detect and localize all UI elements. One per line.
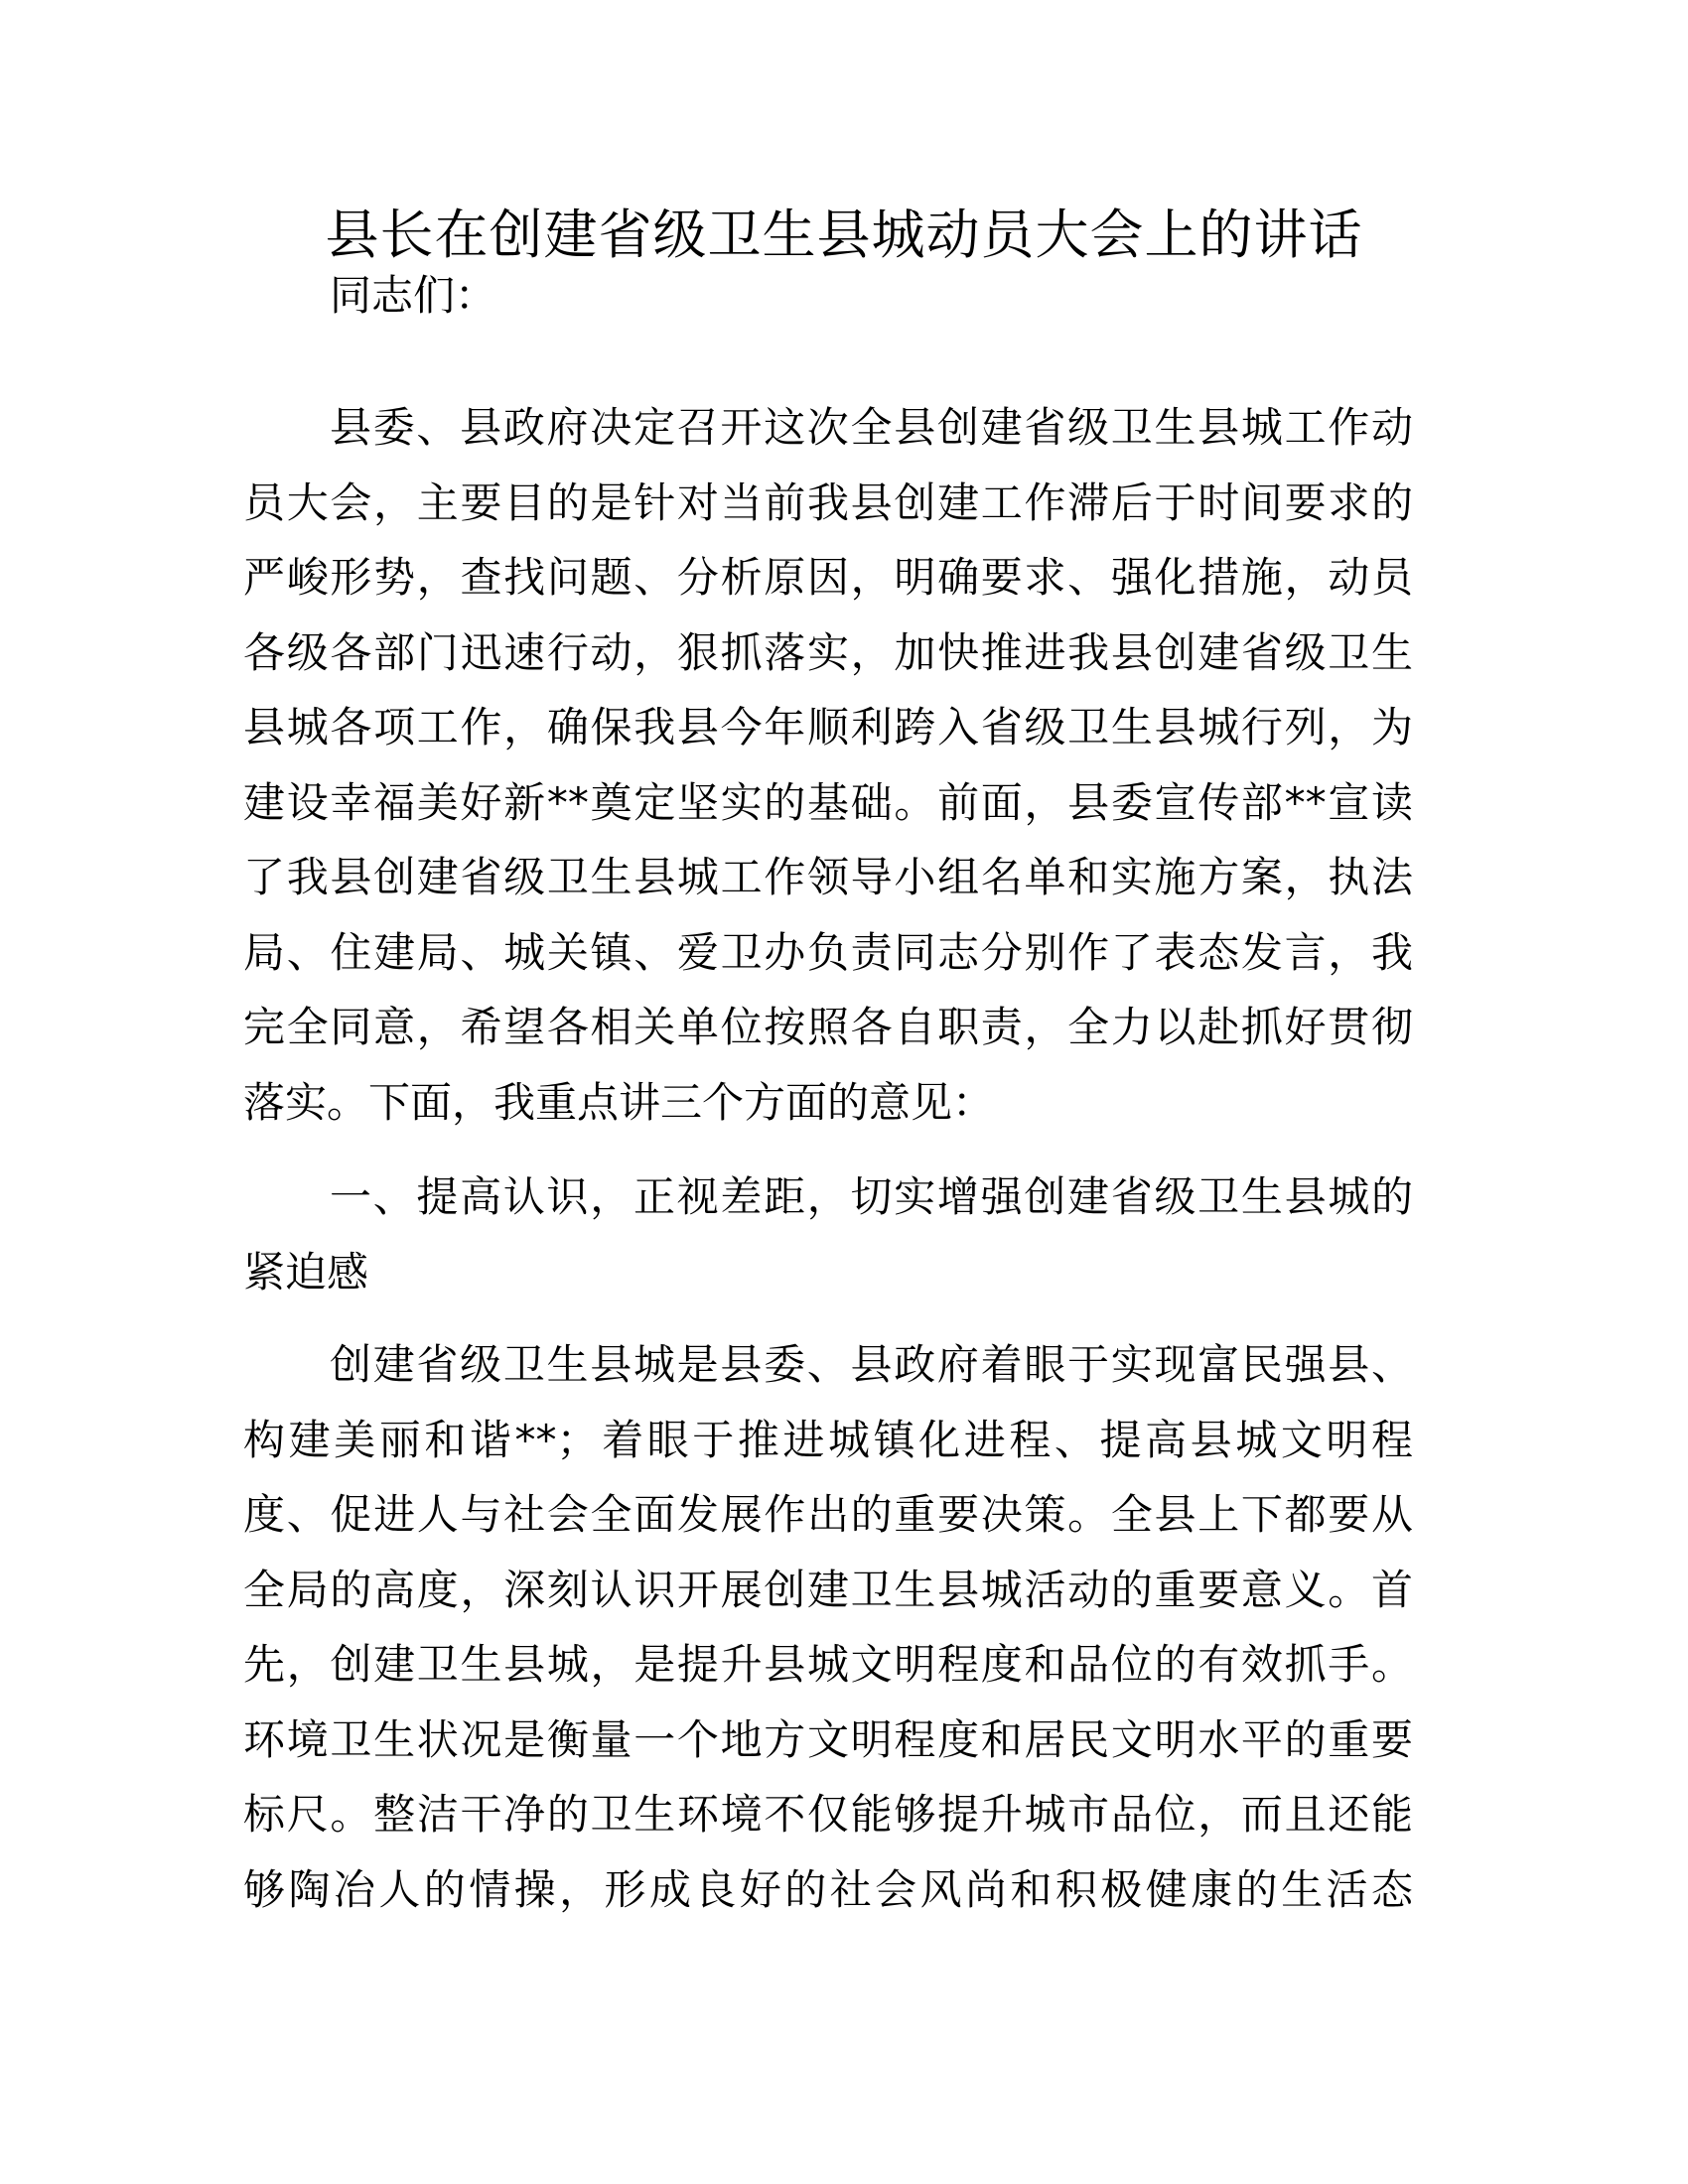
salutation-block xyxy=(243,258,1413,334)
text-line: 各级各部门迅速行动，狠抓落实，加快推进我县创建省级卫生 xyxy=(243,627,1413,677)
section-heading-1 xyxy=(243,1160,1413,1309)
text-line: 落实。下面，我重点讲三个方面的意见： xyxy=(243,1077,995,1127)
text-line: 构建美丽和谐**；着眼于推进城镇化进程、提高县城文明程 xyxy=(243,1415,1413,1464)
text-line: 员大会，主要目的是针对当前我县创建工作滞后于时间要求的 xyxy=(243,478,1413,527)
text-line: 完全同意，希望各相关单位按照各自职责，全力以赴抓好贯彻 xyxy=(243,1003,1413,1051)
text-line: 度、促进人与社会全面发展作出的重要决策。全县上下都要从 xyxy=(243,1490,1413,1539)
text-line: 县委、县政府决定召开这次全县创建省级卫生县城工作动 xyxy=(330,403,1413,452)
text-line: 了我县创建省级卫生县城工作领导小组名单和实施方案，执法 xyxy=(243,853,1413,901)
text-line: 够陶冶人的情操，形成良好的社会风尚和积极健康的生活态 xyxy=(243,1864,1413,1914)
text-line: 县城各项工作，确保我县今年顺利跨入省级卫生县城行列，为 xyxy=(243,703,1413,751)
text-line: 严峻形势，查找问题、分析原因，明确要求、强化措施，动员 xyxy=(243,553,1413,602)
text-line: 局、住建局、城关镇、爱卫办负责同志分别作了表态发言，我 xyxy=(243,927,1413,977)
text-line: 创建省级卫生县城是县委、县政府着眼于实现富民强县、 xyxy=(330,1340,1413,1389)
document-title: 县长在创建省级卫生县城动员大会上的讲话 xyxy=(325,204,1363,266)
paragraph-2 xyxy=(243,1327,1413,1927)
text-line: 一、提高认识，正视差距，切实增强创建省级卫生县城的 xyxy=(330,1172,1413,1221)
text-line: 全局的高度，深刻认识开展创建卫生县城活动的重要意义。首 xyxy=(243,1565,1413,1614)
text-line: 建设幸福美好新**奠定坚实的基础。前面，县委宣传部**宣读 xyxy=(243,777,1413,827)
salutation: 同志们： xyxy=(330,271,497,320)
text-line: 标尺。整洁干净的卫生环境不仅能够提升城市品位，而且还能 xyxy=(243,1790,1413,1839)
text-line: 环境卫生状况是衡量一个地方文明程度和居民文明水平的重要 xyxy=(243,1714,1413,1764)
text-line: 紧迫感 xyxy=(243,1247,369,1297)
text-line: 先，创建卫生县城，是提升县城文明程度和品位的有效抓手。 xyxy=(243,1640,1413,1689)
paragraph-1 xyxy=(243,390,1413,1140)
